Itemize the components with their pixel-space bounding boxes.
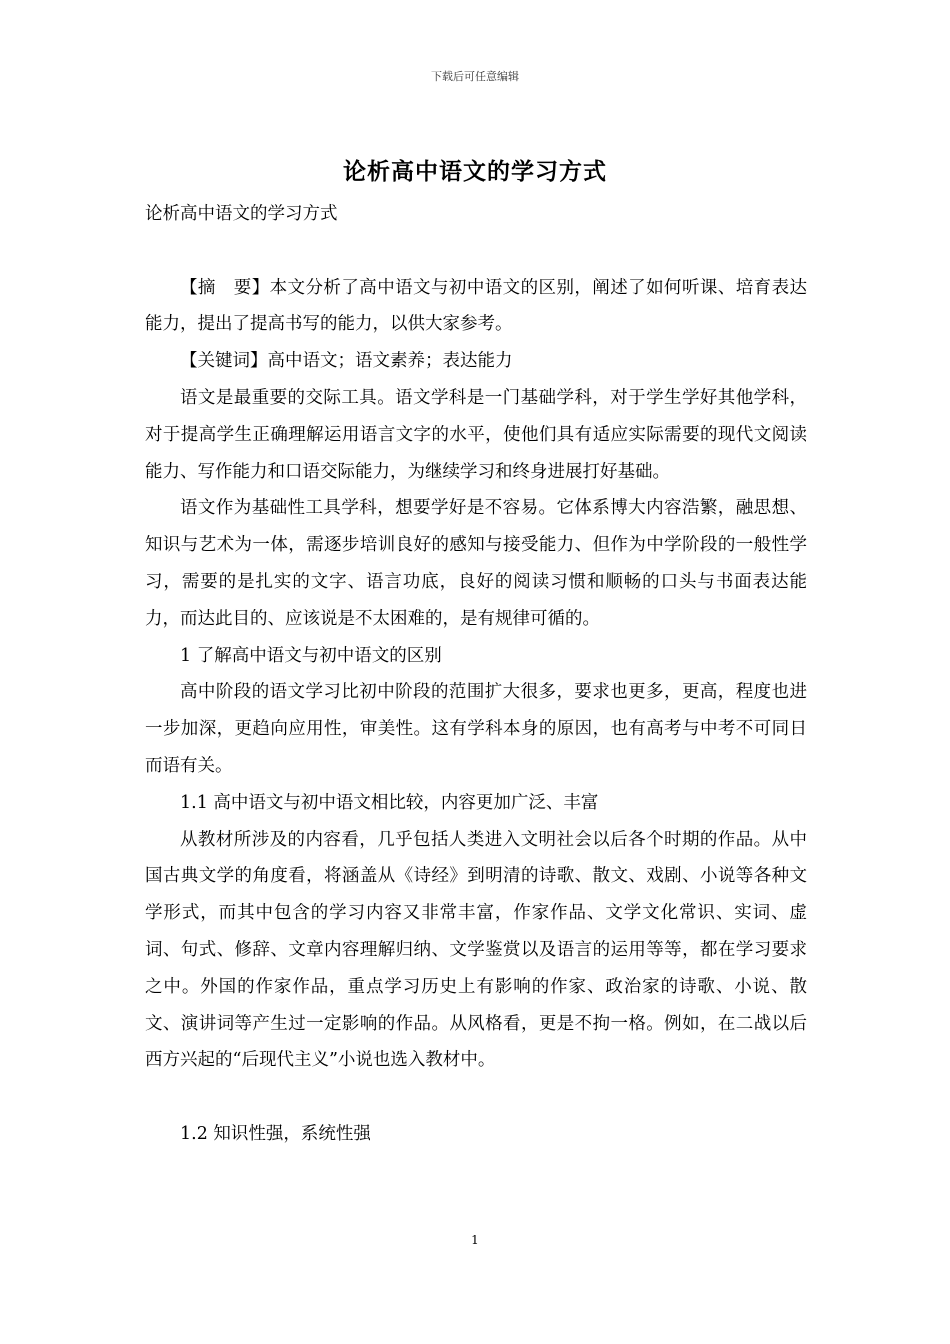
- document-subtitle: 论析高中语文的学习方式: [145, 204, 338, 224]
- section-heading: 1 了解高中语文与初中语文的区别: [180, 645, 442, 666]
- body-paragraph: 从教材所涉及的内容看，几乎包括人类进入文明社会以后各个时期的作品。从中国古典文学的角度看，将涵盖从《诗经》到明清的诗歌、散文、戏剧、小说等各种文学形式，而其中包含的学习内容又非常丰富，作家作品、文学文化常识、实词、虚词、句式、修辞、文章内容理解归纳、文学鉴赏以及语言的运用等等，都在学习要求之中。外国的作家作品，重点学习历史上有影响的作家、政治家的诗歌、小说、散文、演讲词等产生过一定影响的作品。从风格看，更是不拘一格。例如，在二战以后西方兴起的“后现代主义”小说也选入教材中。: [145, 829, 807, 1071]
- subsection-heading: 1.2 知识性强，系统性强: [180, 1123, 371, 1144]
- keywords-paragraph: 【关键词】高中语文；语文素养；表达能力: [180, 351, 513, 372]
- subsection-heading: 1.1 高中语文与初中语文相比较，内容更加广泛、丰富: [180, 792, 599, 813]
- body-paragraph: 高中阶段的语文学习比初中阶段的范围扩大很多，要求也更多，更高，程度也进一步加深，更趋向应用性，审美性。这有学科本身的原因，也有高考与中考不可同日而语有关。: [145, 682, 807, 776]
- document-body: [145, 196, 807, 1153]
- document-title: 论析高中语文的学习方式: [343, 158, 607, 185]
- page-header: 下载后可任意编辑: [431, 70, 519, 83]
- body-paragraph: 语文是最重要的交际工具。语文学科是一门基础学科，对于学生学好其他学科，对于提高学生正确理解运用语言文字的水平，使他们具有适应实际需要的现代文阅读能力、写作能力和口语交际能力，为继续学习和终身进展打好基础。: [145, 387, 807, 482]
- body-paragraph: 语文作为基础性工具学科，想要学好是不容易。它体系博大内容浩繁，融思想、知识与艺术为一体，需逐步培训良好的感知与接受能力、但作为中学阶段的一般性学习，需要的是扎实的文字、语言功底，良好的阅读习惯和顺畅的口头与书面表达能力，而达此目的、应该说是不太困难的，是有规律可循的。: [145, 498, 807, 629]
- page-number: 1: [471, 1233, 479, 1247]
- abstract-paragraph: 【摘 要】本文分析了高中语文与初中语文的区别，阐述了如何听课、培育表达能力，提出了提高书写的能力，以供大家参考。: [145, 277, 807, 335]
